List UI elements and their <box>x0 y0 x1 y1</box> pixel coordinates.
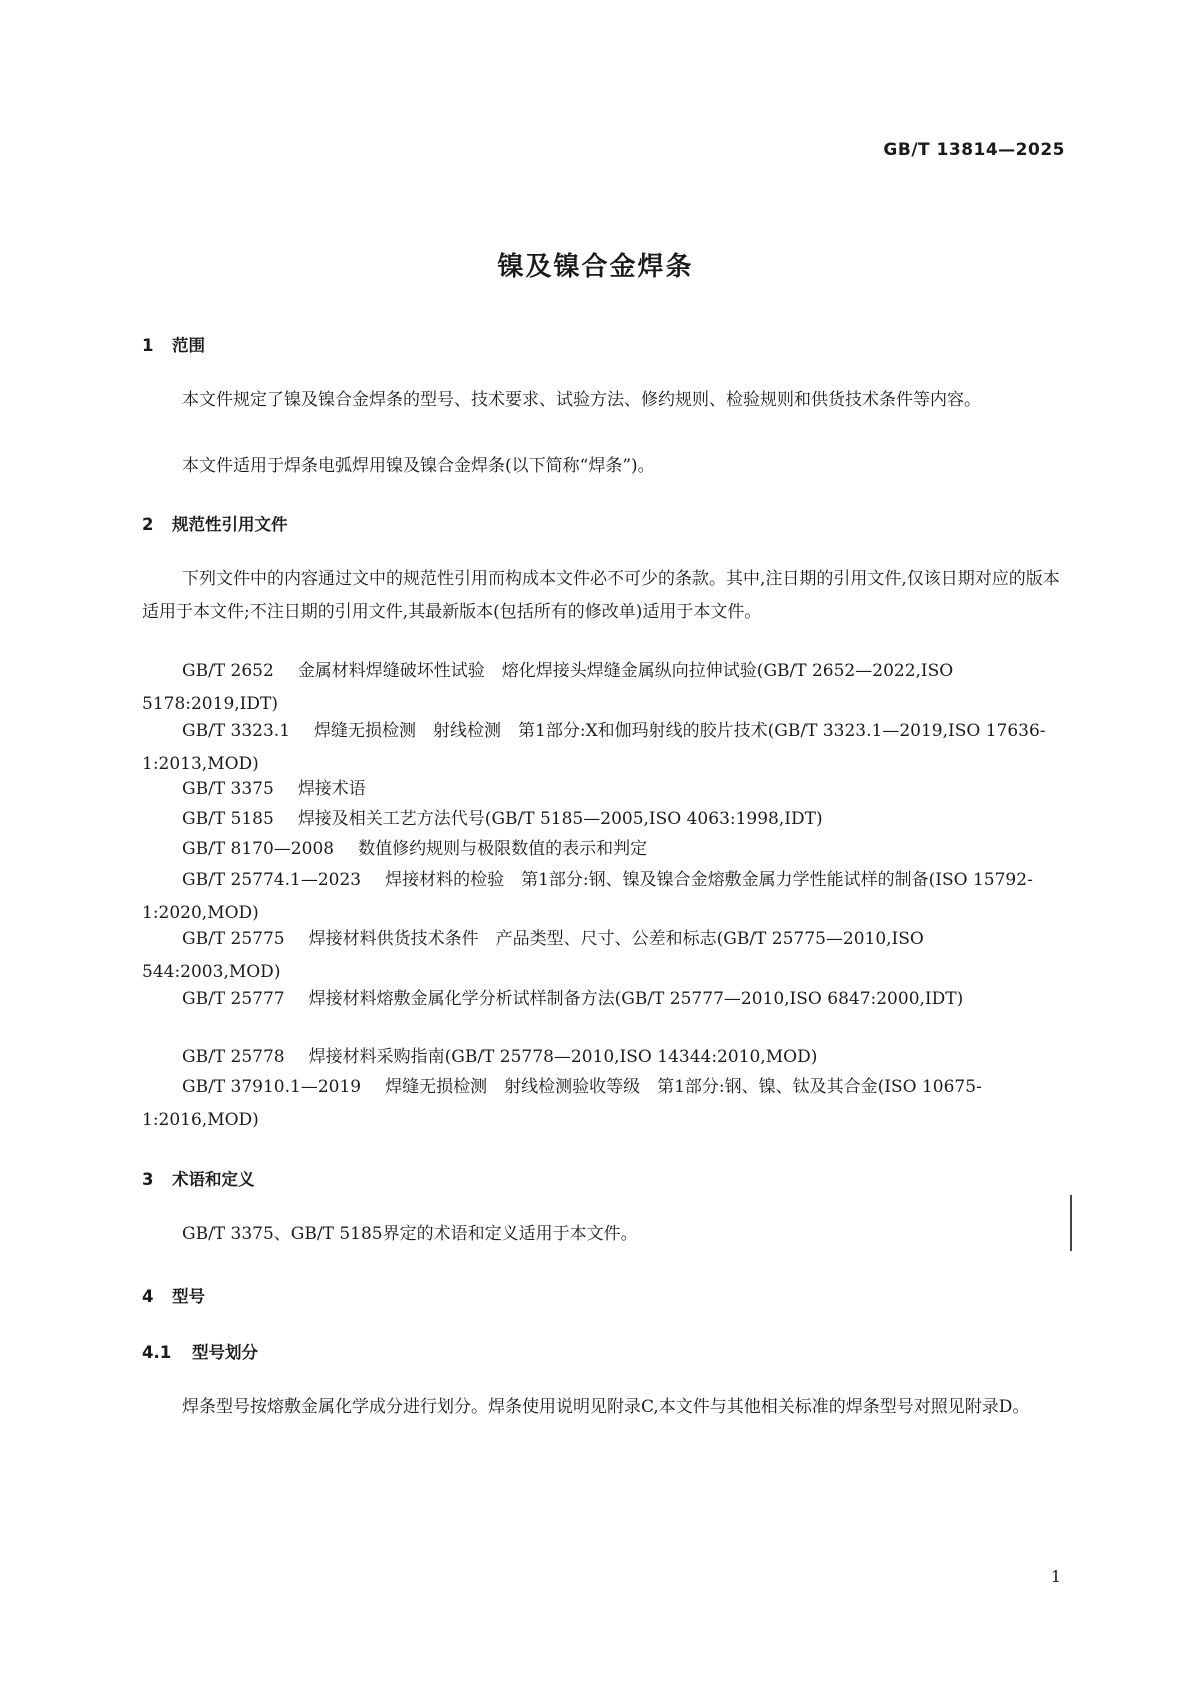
reference-item <box>142 1041 1063 1074</box>
section-title: 范围 <box>172 336 205 355</box>
reference-text: 焊接术语 <box>297 779 366 799</box>
document-title: 镍及镍合金焊条 <box>497 252 694 282</box>
section-2-heading <box>142 511 288 535</box>
revision-bar <box>1070 1195 1072 1251</box>
scope-paragraph-2: 本文件适用于焊条电弧焊用镍及镍合金焊条(以下简称“焊条”)。 <box>182 456 655 476</box>
section-number: 4.1 <box>142 1343 172 1362</box>
page-number: 1 <box>1050 1567 1061 1586</box>
reference-item <box>142 715 1063 781</box>
reference-text: 焊接材料供货技术条件 产品类型、尺寸、公差和标志(GB/T 25775—2010,ISO 544:2003,MOD) <box>142 929 924 982</box>
reference-text: 焊接材料熔敷金属化学分析试样制备方法(GB/T 25777—2010,ISO 6847:2000,IDT) <box>308 989 964 1009</box>
section-4-1-heading <box>142 1339 258 1363</box>
reference-text: 焊接材料的检验 第1部分:钢、镍及镍合金熔敷金属力学性能试样的制备(ISO 15792-1:2020,MOD) <box>142 870 1033 923</box>
reference-item <box>142 1071 1063 1137</box>
reference-code: GB/T 25778 <box>182 1047 285 1067</box>
reference-item <box>142 803 1063 836</box>
reference-text: 焊接材料采购指南(GB/T 25778—2010,ISO 14344:2010,MOD) <box>308 1047 818 1067</box>
reference-text: 数值修约规则与极限数值的表示和判定 <box>358 839 648 859</box>
reference-code: GB/T 5185 <box>182 809 274 829</box>
terms-paragraph: GB/T 3375、GB/T 5185界定的术语和定义适用于本文件。 <box>182 1224 638 1244</box>
section-number: 2 <box>142 515 154 534</box>
scope-paragraph-1: 本文件规定了镍及镍合金焊条的型号、技术要求、试验方法、修约规则、检验规则和供货技术条件等内容。 <box>182 390 981 410</box>
reference-code: GB/T 25777 <box>182 989 285 1009</box>
section-title: 型号划分 <box>192 1343 258 1362</box>
reference-code: GB/T 8170—2008 <box>182 839 335 859</box>
section-number: 1 <box>142 336 154 355</box>
reference-item <box>142 773 1063 806</box>
reference-code: GB/T 25774.1—2023 <box>182 870 362 890</box>
reference-item <box>142 983 1063 1016</box>
section-title: 术语和定义 <box>172 1170 255 1189</box>
reference-code: GB/T 3323.1 <box>182 721 291 741</box>
reference-item <box>142 655 1063 721</box>
section-number: 3 <box>142 1170 154 1189</box>
reference-item <box>142 864 1063 930</box>
reference-text: 焊接及相关工艺方法代号(GB/T 5185—2005,ISO 4063:1998,IDT) <box>297 809 823 829</box>
section-4-heading <box>142 1283 205 1307</box>
reference-text: 焊缝无损检测 射线检测验收等级 第1部分:钢、镍、钛及其合金(ISO 10675-1:2016,MOD) <box>142 1077 982 1130</box>
section-number: 4 <box>142 1287 154 1306</box>
reference-code: GB/T 3375 <box>182 779 274 799</box>
reference-code: GB/T 2652 <box>182 661 274 681</box>
reference-code: GB/T 37910.1—2019 <box>182 1077 362 1097</box>
reference-code: GB/T 25775 <box>182 929 285 949</box>
reference-item <box>142 923 1063 989</box>
reference-text: 焊缝无损检测 射线检测 第1部分:X和伽玛射线的胶片技术(GB/T 3323.1—2019,ISO 17636-1:2013,MOD) <box>142 721 1046 774</box>
model-classification-paragraph: 焊条型号按熔敷金属化学成分进行划分。焊条使用说明见附录C,本文件与其他相关标准的焊条型号对照见附录D。 <box>182 1397 1030 1417</box>
reference-item <box>142 833 1063 866</box>
section-1-heading <box>142 332 205 356</box>
reference-text: 金属材料焊缝破坏性试验 熔化焊接头焊缝金属纵向拉伸试验(GB/T 2652—2022,ISO 5178:2019,IDT) <box>142 661 954 714</box>
standard-number: GB/T 13814—2025 <box>883 140 1065 160</box>
section-3-heading <box>142 1166 255 1190</box>
section-title: 规范性引用文件 <box>172 515 288 534</box>
references-intro: 下列文件中的内容通过文中的规范性引用而构成本文件必不可少的条款。其中,注日期的引用文件,仅该日期对应的版本适用于本文件;不注日期的引用文件,其最新版本(包括所有的修改单)适用于本文件。 <box>142 569 1060 622</box>
section-title: 型号 <box>172 1287 205 1306</box>
